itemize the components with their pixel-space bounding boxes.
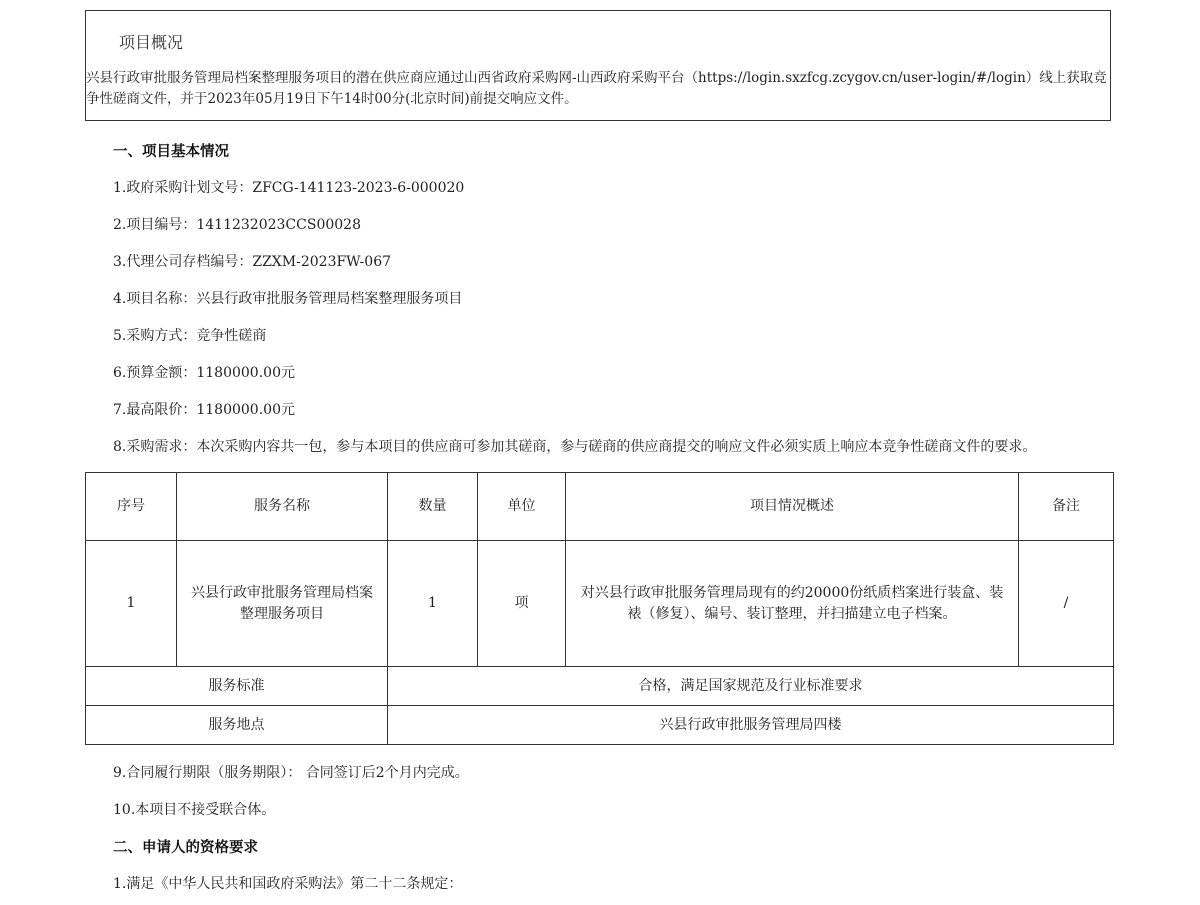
header-note: 备注 (1019, 473, 1114, 541)
service-standard-value: 合格，满足国家规范及行业标准要求 (388, 667, 1114, 706)
project-name-line: 4.项目名称：兴县行政审批服务管理局档案整理服务项目 (113, 291, 463, 307)
service-table (85, 472, 1114, 745)
budget-line: 6.预算金额：1180000.00元 (113, 365, 295, 381)
project-overview-box (85, 10, 1111, 121)
no-consortium-line: 10.本项目不接受联合体。 (113, 802, 276, 818)
service-location-value: 兴县行政审批服务管理局四楼 (388, 706, 1114, 745)
agency-archive-number-line: 3.代理公司存档编号：ZZXM-2023FW-067 (113, 254, 392, 270)
header-quantity: 数量 (388, 473, 478, 541)
project-number-line: 2.项目编号：1411232023CCS00028 (113, 217, 361, 233)
plan-number-line: 1.政府采购计划文号：ZFCG-141123-2023-6-000020 (113, 180, 465, 196)
procurement-requirement-line: 8.采购需求：本次采购内容共一包，参与本项目的供应商可参加其磋商，参与磋商的供应商提交的响应文件必须实质上响应本竞争性磋商文件的要求。 (113, 439, 1037, 455)
procurement-method-line: 5.采购方式：竞争性磋商 (113, 328, 267, 344)
overview-text: 兴县行政审批服务管理局档案整理服务项目的潜在供应商应通过山西省政府采购网-山西政府采购平台（https://login.sxzfcg.zcygov.cn/user-login/#/login）线上获取竞争性磋商文件，并于2023年05月19日下午14时00分(北京时间)前提交响应文件。 (86, 70, 1107, 107)
qualification-item-line: 1.满足《中华人民共和国政府采购法》第二十二条规定： (113, 876, 463, 892)
service-standard-label: 服务标准 (86, 667, 388, 706)
section-heading-qualification: 二、申请人的资格要求 (113, 840, 258, 856)
cell-unit: 项 (478, 541, 566, 667)
service-location-label: 服务地点 (86, 706, 388, 745)
overview-title: 项目概况 (119, 33, 184, 52)
header-service-name: 服务名称 (177, 473, 388, 541)
max-price-line: 7.最高限价：1180000.00元 (113, 402, 295, 418)
header-index: 序号 (86, 473, 177, 541)
service-location-row (86, 706, 1114, 745)
cell-description: 对兴县行政审批服务管理局现有的约20000份纸质档案进行装盒、装裱（修复）、编号、装订整理，并扫描建立电子档案。 (566, 541, 1019, 667)
table-header-row (86, 473, 1114, 541)
cell-note: / (1019, 541, 1114, 667)
contract-period-line: 9.合同履行期限（服务期限）： 合同签订后2个月内完成。 (113, 765, 469, 781)
section-heading-basic-info: 一、项目基本情况 (113, 144, 229, 160)
service-standard-row (86, 667, 1114, 706)
header-unit: 单位 (478, 473, 566, 541)
cell-service-name: 兴县行政审批服务管理局档案整理服务项目 (177, 541, 388, 667)
header-description: 项目情况概述 (566, 473, 1019, 541)
cell-index: 1 (86, 541, 177, 667)
cell-quantity: 1 (388, 541, 478, 667)
table-row (86, 541, 1114, 667)
